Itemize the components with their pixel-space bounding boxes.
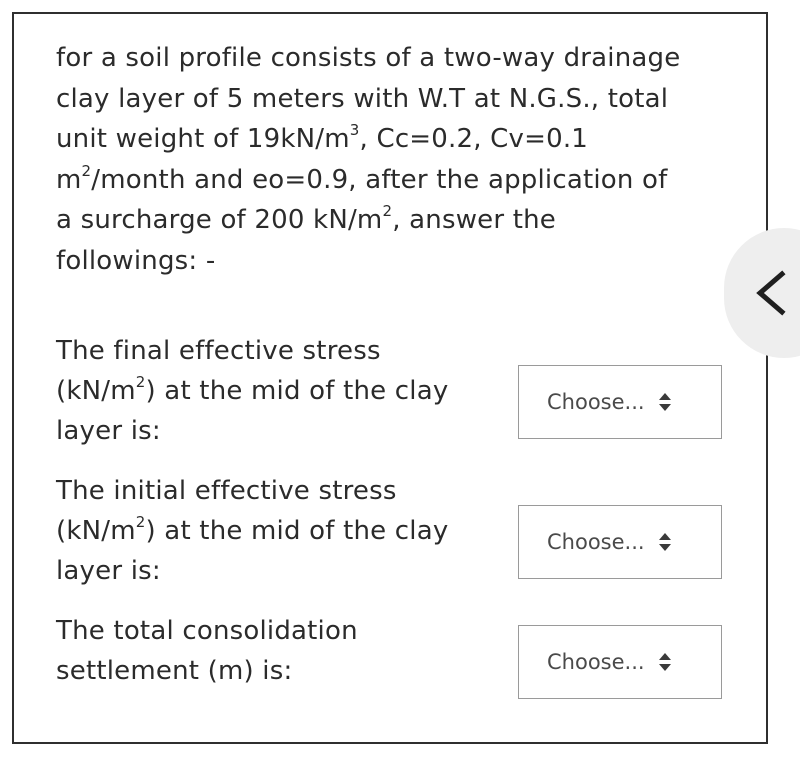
question-line: followings: - bbox=[56, 245, 216, 276]
total-settlement-label: The total consolidation settlement (m) is: bbox=[56, 616, 358, 686]
question-line: for a soil profile consists of a two-way drainage bbox=[56, 43, 681, 73]
initial-effective-stress-label: The initial effective stress $(kN/m^2)$ at the mid of the clay layer is: bbox=[56, 476, 449, 586]
sort-arrows-icon bbox=[659, 393, 671, 411]
question-line: a surcharge of 200 $kN/m^2$, answer the bbox=[56, 202, 556, 235]
question-card bbox=[12, 12, 768, 744]
total-settlement-select[interactable] bbox=[518, 625, 722, 699]
select-value: Choose... bbox=[547, 530, 645, 554]
sort-arrows-icon bbox=[659, 653, 671, 671]
select-value: Choose... bbox=[547, 390, 645, 414]
question-text bbox=[56, 38, 736, 281]
final-effective-stress-select[interactable] bbox=[518, 365, 722, 439]
chevron-left-icon bbox=[752, 270, 792, 316]
sort-arrows-icon bbox=[659, 533, 671, 551]
initial-effective-stress-select[interactable] bbox=[518, 505, 722, 579]
question-line: $m^2$/month and eo=0.9, after the application of bbox=[56, 161, 668, 195]
final-effective-stress-label: The final effective stress $(kN/m^2)$ at the mid of the clay layer is: bbox=[56, 336, 449, 446]
select-value: Choose... bbox=[547, 650, 645, 674]
question-line: unit weight of $19kN/m^3$, Cc=0.2, Cv=0.1 bbox=[56, 121, 589, 154]
question-line: clay layer of 5 meters with W.T at N.G.S., total bbox=[56, 83, 669, 114]
